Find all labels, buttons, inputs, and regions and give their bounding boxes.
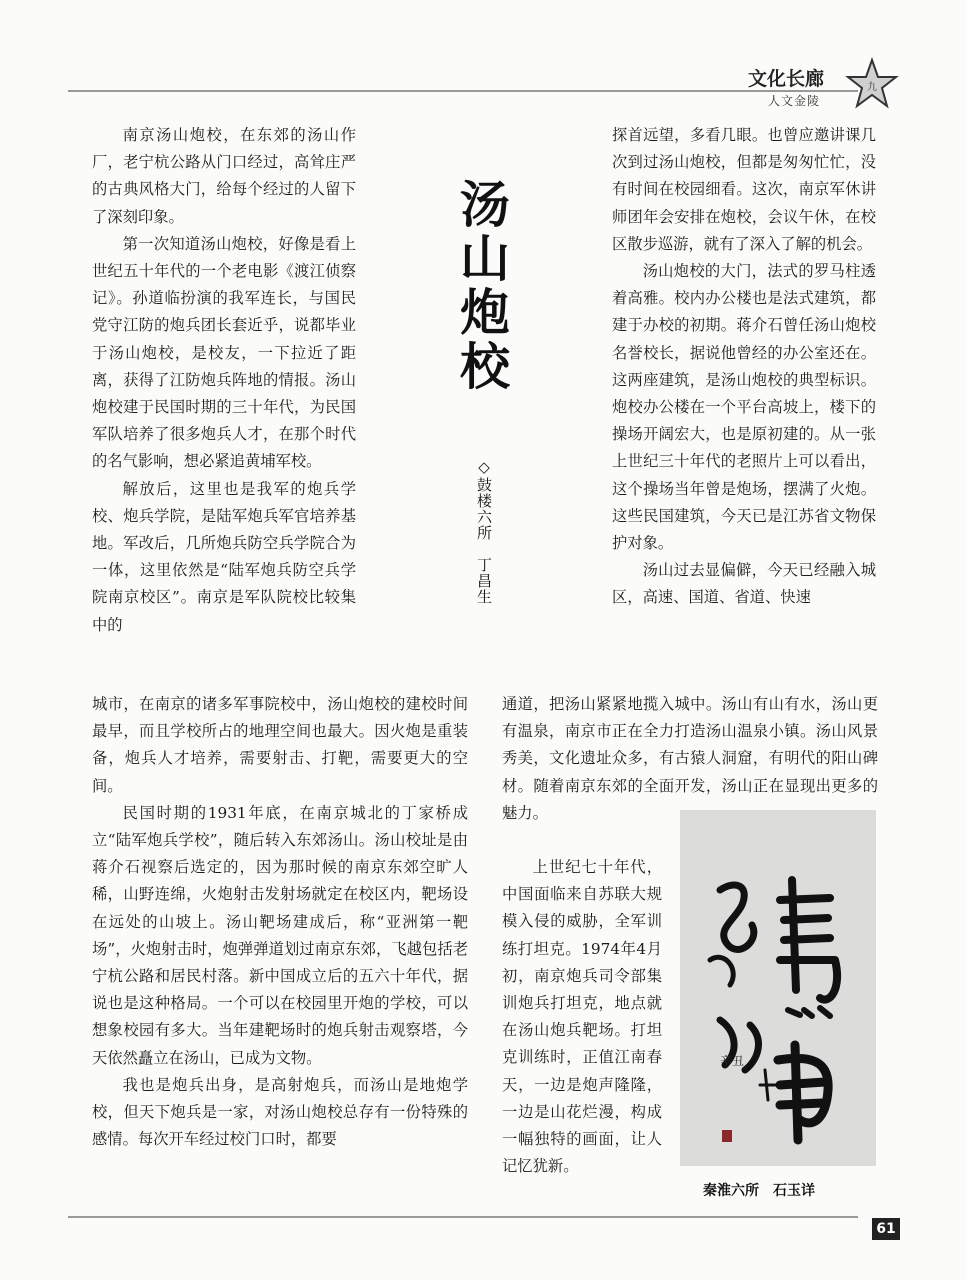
header-rule <box>68 90 858 92</box>
paragraph: 城市，在南京的诸多军事院校中，汤山炮校的建校时间最早，而且学校所占的地理空间也最大。因火炮是重装备，炮兵人才培养，需要射击、打靶，需要更大的空间。 <box>92 695 468 795</box>
calligraphy-artwork <box>680 810 876 1166</box>
artwork-caption: 秦淮六所 石玉详 <box>703 1183 815 1199</box>
paragraph: 我也是炮兵出身，是高射炮兵，而汤山是地炮学校，但天下炮兵是一家，对汤山炮校总存有一份特殊的感情。每次开车经过校门口时，都要 <box>92 1075 468 1149</box>
section-title: 文化长廊 <box>748 68 825 90</box>
article-byline: ◇鼓楼六所 丁昌生 <box>475 458 493 605</box>
paragraph: 汤山过去显偏僻，今天已经融入城区，高速、国道、省道、快速 <box>612 561 876 607</box>
paragraph: 民国时期的1931年底，在南京城北的丁家桥成立“陆军炮兵学校”，随后转入东郊汤山。汤山校址是由蒋介石视察后选定的，因为那时候的南京东郊空旷人稀，山野连绵，火炮射击发射场就定在校区内，靶场设在远处的山坡上。汤山靶场建成后，称“亚洲第一靶场”，火炮射击时，炮弹弹道划过南京东郊，飞越包括老宁杭公路和居民村落。新中国成立后的五六十年代，据说也是这种格局。一个可以在校园里开炮的学校，可以想象校园有多大。当年建靶场时的炮兵射击观察塔，今天依然矗立在汤山，已成为文物。 <box>92 803 468 1067</box>
paragraph: 解放后，这里也是我军的炮兵学校、炮兵学院，是陆军炮兵军官培养基地。军改后，几所炮兵防空兵学院合为一体，这里依然是“陆军炮兵防空兵学院南京校区”。南京是军队院校比较集中的 <box>92 479 356 634</box>
article-column-1-lower <box>92 691 468 1153</box>
article-column-2-lower <box>502 691 878 822</box>
paragraph: 南京汤山炮校，在东郊的汤山作厂，老宁杭公路从门口经过，高耸庄严的古典风格大门，给每个经过的人留下了深刻印象。 <box>92 126 356 226</box>
article-column-1 <box>92 122 356 639</box>
paragraph: 探首远望，多看几眼。也曾应邀讲课几次到过汤山炮校，但都是匆匆忙忙，没有时间在校园细看。这次，南京军休讲师团年会安排在炮校，会议午休，在校区散步巡游，就有了深入了解的机会。 <box>612 126 876 253</box>
paragraph: 汤山炮校的大门，法式的罗马柱透着高雅。校内办公楼也是法式建筑，都建于办校的初期。蒋介石曾任汤山炮校名誉校长，据说他曾经的办公室还在。这两座建筑，是汤山炮校的典型标识。炮校办公楼在一个平台高坡上，楼下的操场开阔宏大，也是原初建的。从一张上世纪三十年代的老照片上可以看出，这个操场当年曾是炮场，摆满了火炮。这些民国建筑，今天已是江苏省文物保护对象。 <box>612 262 876 553</box>
footer-rule <box>68 1216 858 1218</box>
seal-text: 辛丑 <box>720 1054 745 1068</box>
paragraph: 上世纪七十年代，中国面临来自苏联大规模入侵的威胁，全军训练打坦克。1974年4月初，南京炮兵司令部集训炮兵打坦克，地点就在汤山炮兵靶场。打坦克训练时，正值江南春天，一边是炮声隆隆，一边是山花烂漫，构成一幅独特的画面，让人记忆犹新。 <box>502 858 662 1176</box>
page-number: 61 <box>872 1218 900 1240</box>
section-subtitle: 人文金陵 <box>768 94 821 108</box>
article-column-2-bottom <box>502 854 662 1180</box>
paragraph: 通道，把汤山紧紧地揽入城中。汤山有山有水，汤山更有温泉，南京市正在全力打造汤山温泉小镇。汤山风景秀美，文化遗址众多，有古猿人洞窟，有明代的阳山碑材。随着南京东郊的全面开发，汤山正在显现出更多的魅力。 <box>502 695 878 822</box>
article-column-2 <box>612 122 876 612</box>
star-label: 九 <box>867 82 877 93</box>
article-title: 汤山炮校 <box>452 178 510 394</box>
paragraph: 第一次知道汤山炮校，好像是看上世纪五十年代的一个老电影《渡江侦察记》。孙道临扮演的我军连长，与国民党守江防的炮兵团长套近乎，说都毕业于汤山炮校，是校友，一下拉近了距离，获得了江防炮兵阵地的情报。汤山炮校建于民国时期的三十年代，为民国军队培养了很多炮兵人才，在那个时代的名气影响，想必紧追黄埔军校。 <box>92 234 356 471</box>
calligraphy-image <box>680 810 876 1166</box>
